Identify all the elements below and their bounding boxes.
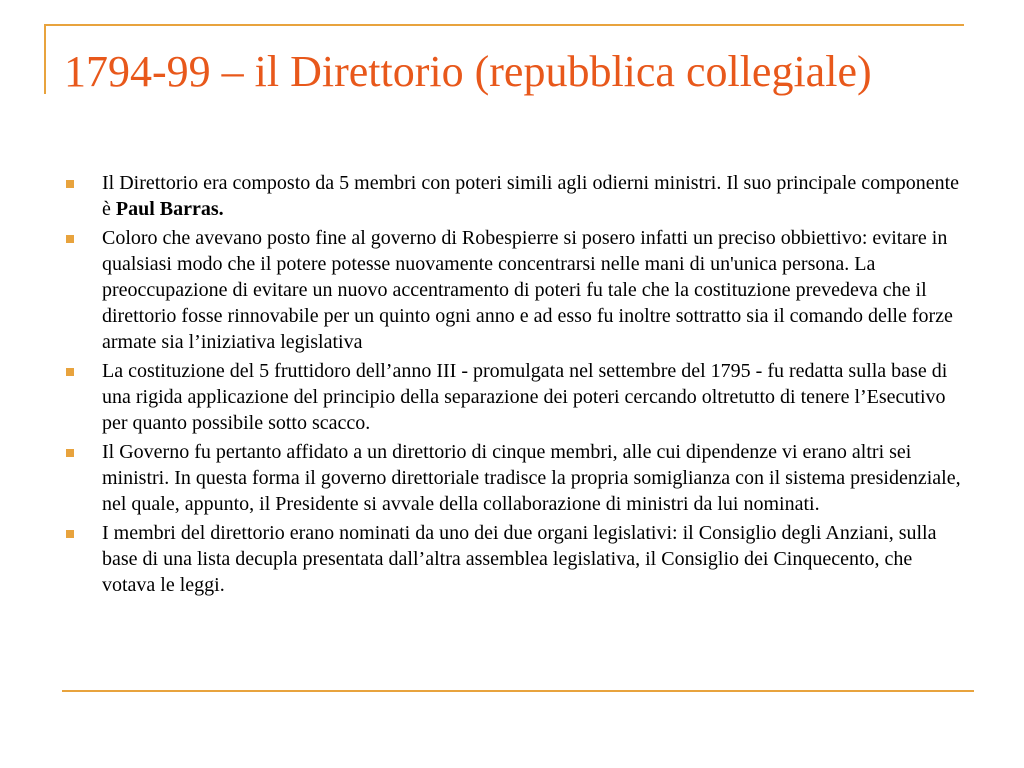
slide-title: 1794-99 – il Direttorio (repubblica collegiale) (64, 47, 872, 96)
bullet-item (64, 358, 969, 436)
bullet-item (64, 225, 969, 355)
bullet-text: La costituzione del 5 fruttidoro dell’anno III - promulgata nel settembre del 1795 - fu redatta sulla base di una rigida applicazione del principio della separazione dei poteri cercando oltretutto di tenere l’Esecutivo per quanto possibile sotto scacco. (102, 360, 948, 434)
square-bullet-icon (66, 180, 74, 188)
frame-top-rule (44, 24, 964, 26)
bullet-item (64, 520, 969, 598)
frame-left-rule (44, 24, 46, 94)
bullet-bold-name: Paul Barras. (115, 198, 224, 220)
square-bullet-icon (66, 235, 74, 243)
bullet-item (64, 439, 969, 517)
bullet-text: Coloro che avevano posto fine al governo di Robespierre si posero infatti un preciso obbiettivo: evitare in qualsiasi modo che il potere potesse nuovamente concentrarsi nelle mani di un'unica persona. La preoccupazione di evitare un nuovo accentramento di poteri fu tale che la costituzione prevedeva che il direttorio fosse rinnovabile per un quinto ogni anno e ad esso fu inoltre sottratto sia il comando delle forze armate sia l’iniziativa legislativa (102, 227, 953, 353)
frame-bottom-rule (62, 690, 974, 692)
bullet-item (64, 170, 969, 222)
bullet-text: Il Governo fu pertanto affidato a un direttorio di cinque membri, alle cui dipendenze vi erano altri sei ministri. In questa forma il governo direttoriale tradisce la propria somiglianza con il sistema presidenziale, nel quale, appunto, il Presidente si avvale della collaborazione di ministri da lui nominati. (102, 441, 961, 515)
bullet-text: I membri del direttorio erano nominati da uno dei due organi legislativi: il Consiglio degli Anziani, sulla base di una lista decupla presentata dall’altra assemblea legislativa, il Consiglio dei Cinquecento, che votava le leggi. (102, 522, 937, 596)
square-bullet-icon (66, 530, 74, 538)
bullet-text: Il Direttorio era composto da 5 membri con poteri simili agli odierni ministri. Il suo principale componente è Paul Barras. (102, 172, 960, 220)
square-bullet-icon (66, 368, 74, 376)
square-bullet-icon (66, 449, 74, 457)
bullet-list (64, 170, 969, 601)
